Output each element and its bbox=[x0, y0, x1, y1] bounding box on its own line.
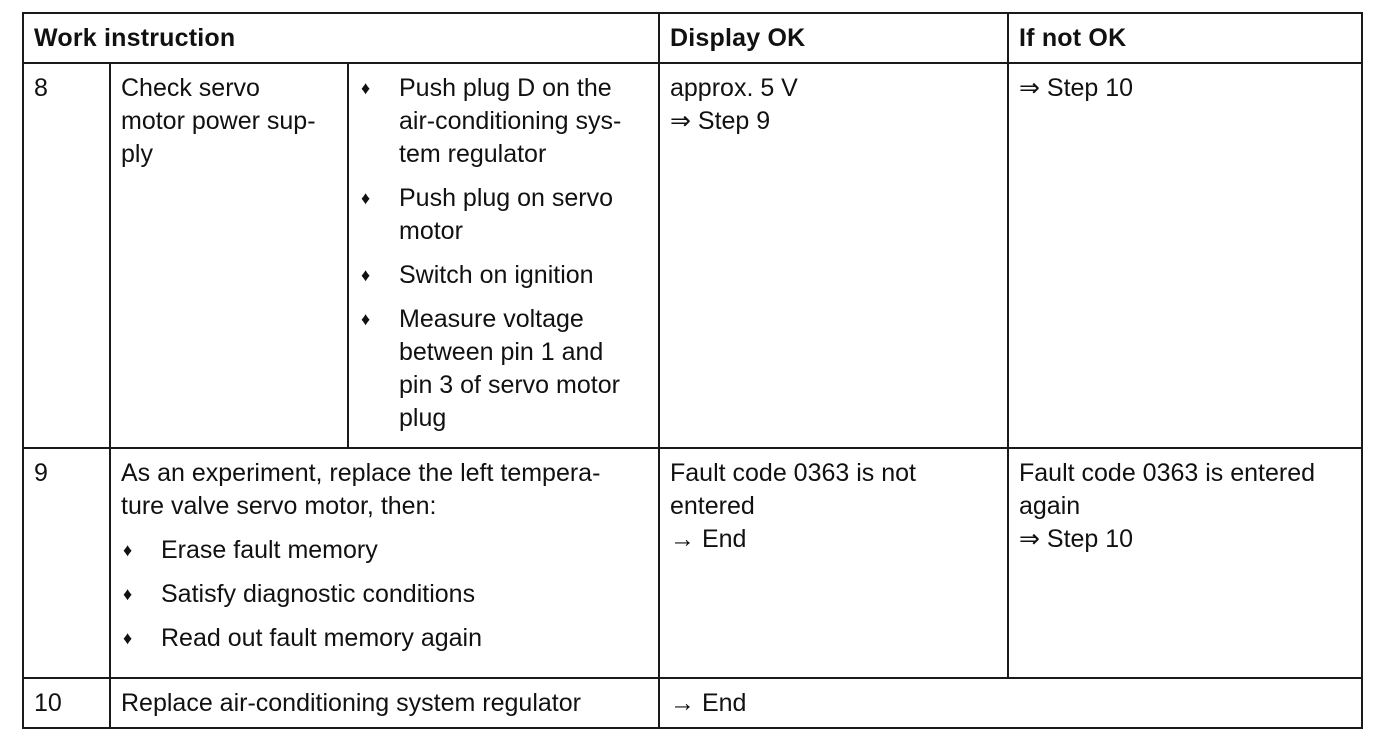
table-row-step-10 bbox=[23, 678, 1362, 728]
instruction-text: As an experiment, replace the left tempera- ture valve servo motor, then: bbox=[121, 459, 601, 520]
display-ok-next: → End bbox=[670, 525, 747, 553]
diamond-bullet-icon: ♦ bbox=[123, 628, 133, 648]
diamond-bullet-icon: ♦ bbox=[361, 265, 371, 285]
table-row-step-8 bbox=[23, 63, 1362, 448]
diamond-bullet-icon: ♦ bbox=[123, 584, 133, 604]
header-if-not-ok: If not OK bbox=[1008, 13, 1362, 63]
step-number: 9 bbox=[23, 448, 110, 678]
list-item: ♦ Read out fault memory again bbox=[121, 622, 648, 655]
diamond-bullet-icon: ♦ bbox=[361, 188, 371, 208]
header-display-ok: Display OK bbox=[659, 13, 1008, 63]
step-number: 8 bbox=[23, 63, 110, 448]
list-item: ♦ Measure voltage between pin 1 and pin 3 of servo motor plug bbox=[361, 305, 620, 432]
header-work-instruction: Work instruction bbox=[23, 13, 659, 63]
instruction-cell bbox=[110, 448, 659, 678]
step-number: 10 bbox=[23, 678, 110, 728]
display-ok-cell bbox=[659, 448, 1008, 678]
display-ok-next: ⇒ Step 9 bbox=[670, 107, 771, 135]
action-list bbox=[359, 72, 648, 435]
diamond-bullet-icon: ♦ bbox=[361, 78, 371, 98]
if-not-ok-next: ⇒ Step 10 bbox=[1019, 74, 1134, 102]
instruction-text: Replace air-conditioning system regulator bbox=[110, 678, 659, 728]
table-row-step-9 bbox=[23, 448, 1362, 678]
table-header-row bbox=[23, 13, 1362, 63]
result-text: → End bbox=[659, 678, 1362, 728]
display-ok-value: approx. 5 V bbox=[670, 74, 798, 102]
if-not-ok-value: Fault code 0363 is entered again bbox=[1019, 459, 1316, 520]
action-list-cell bbox=[348, 63, 659, 448]
list-item: ♦ Erase fault memory bbox=[121, 534, 648, 567]
list-item: ♦ Push plug D on the air-conditioning sys- tem regulator bbox=[361, 74, 622, 168]
action-list bbox=[121, 534, 648, 655]
if-not-ok-cell bbox=[1008, 448, 1362, 678]
work-instruction-table bbox=[22, 12, 1363, 729]
list-item: ♦ Switch on ignition bbox=[359, 259, 648, 292]
diamond-bullet-icon: ♦ bbox=[123, 540, 133, 560]
check-label: Check servo motor power sup- ply bbox=[110, 63, 348, 448]
display-ok-value: Fault code 0363 is not entered bbox=[670, 459, 916, 520]
if-not-ok-cell bbox=[1008, 63, 1362, 448]
list-item: ♦ Satisfy diagnostic conditions bbox=[121, 578, 648, 611]
list-item: ♦ Push plug on servo motor bbox=[361, 184, 614, 245]
display-ok-cell bbox=[659, 63, 1008, 448]
diamond-bullet-icon: ♦ bbox=[361, 309, 371, 329]
if-not-ok-next: ⇒ Step 10 bbox=[1019, 525, 1134, 553]
